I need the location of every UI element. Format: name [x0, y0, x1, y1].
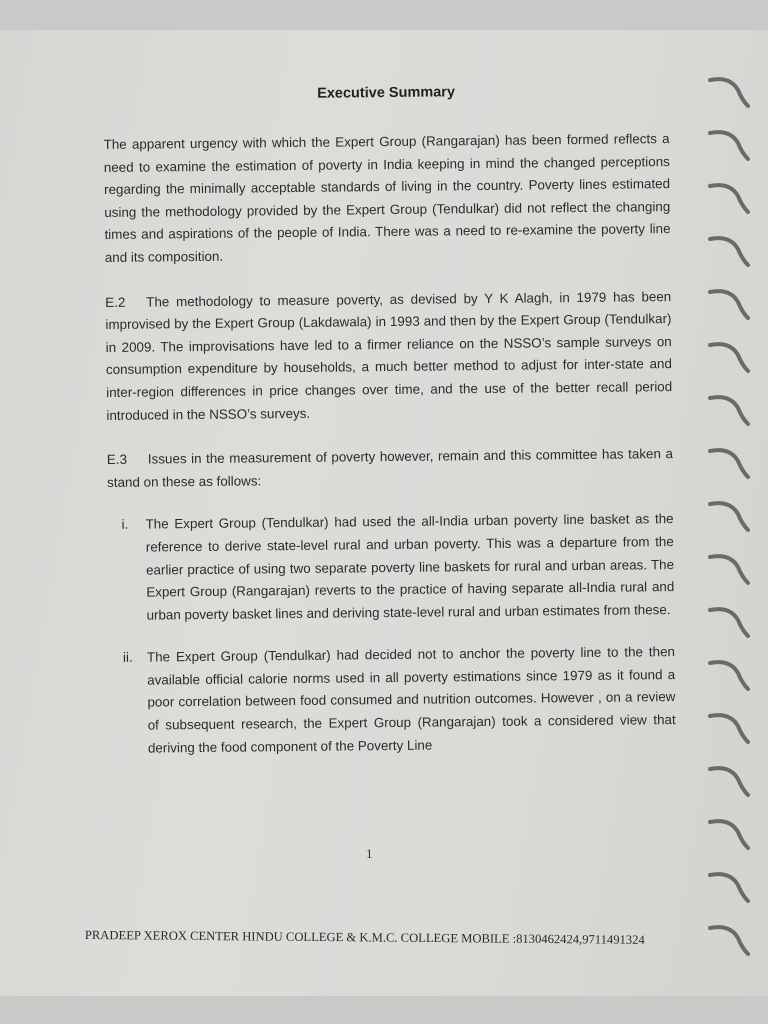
binding-coil — [710, 609, 748, 636]
document-body — [103, 82, 676, 780]
list-item-text: The Expert Group (Tendulkar) had used the all-India urban poverty line basket as the reference to derive state-level rural and urban poverty. This was a departure from the earlier practice of using two separate poverty line baskets for rural and urban areas. The Expert Group (Rangarajan) reverts to the practice of having separate all-India rural and urban poverty basket lines and deriving state-level rural and urban estimates from these. — [145, 511, 675, 623]
binding-coil — [710, 185, 748, 212]
binding-coil — [710, 344, 748, 371]
list-item — [107, 508, 674, 627]
list-item-marker: i. — [121, 517, 129, 533]
paragraph-e2 — [105, 286, 672, 427]
scan-bottom-border — [0, 996, 768, 1024]
page-number: 1 — [366, 846, 373, 861]
binding-coil — [710, 79, 748, 106]
paragraph-text: The methodology to measure poverty, as devised by Y K Alagh, in 1979 has been improvised by the Expert Group (Lakdawala) in 1993 and then by the Expert Group (Tendulkar) in 2009. The improvisations have led to a firmer reliance on the NSSO’s sample surveys on consumption expenditure by households, a much better method to adjust for inter-state and inter-region differences in price changes over time, and the use of the better recall period introduced in the NSSO’s surveys. — [105, 288, 673, 423]
paragraph-e3 — [107, 443, 673, 494]
binding-coil — [710, 715, 748, 742]
binding-coil — [710, 927, 748, 954]
binding-coil — [710, 503, 748, 530]
document-title: Executive Summary — [317, 84, 456, 102]
binding-coil — [710, 132, 748, 159]
scan-top-border — [0, 0, 768, 30]
binding-coil — [710, 450, 748, 477]
binding-coil — [710, 768, 748, 795]
binding-coil — [710, 556, 748, 583]
paragraph-number: E.2 — [105, 294, 126, 310]
binding-coil — [710, 238, 748, 265]
paragraph-intro — [103, 128, 670, 269]
binding-coil — [710, 397, 748, 424]
paragraph-number: E.3 — [106, 451, 128, 468]
spiral-binding-icon — [708, 60, 768, 996]
binding-coil — [710, 874, 748, 901]
footer-stamp: PRADEEP XEROX CENTER HINDU COLLEGE & K.M.C. COLLEGE MOBILE :8130462424,9711491324 — [84, 928, 645, 947]
list-item-marker: ii. — [122, 650, 133, 666]
list-item-text: The Expert Group (Tendulkar) had decided not to anchor the poverty line to the then available official calorie norms used in all poverty estimations since 1979 as it found a poor correlation between food consumed and nutrition outcomes. However , on a review of subsequent research, the Expert Group (Rangarajan) took a considered view that deriving the food component of the Poverty Line — [146, 644, 676, 756]
paragraph-text: Issues in the measurement of poverty however, remain and this committee has taken a stand on these as follows: — [107, 446, 673, 490]
binding-coil — [710, 821, 748, 848]
paragraph-text: The apparent urgency with which the Expert Group (Rangarajan) has been formed reflects a need to examine the estimation of poverty in India keeping in mind the changed perceptions regarding the minimally acceptable standards of living in the country. Poverty lines estimated using the methodology provided by the Expert Group (Tendulkar) did not reflect the changing times and aspirations of the people of India. There was a need to re-examine the poverty line and its composition. — [103, 131, 671, 265]
list-item — [109, 641, 676, 760]
binding-coil — [710, 291, 748, 318]
binding-coil — [710, 662, 748, 689]
